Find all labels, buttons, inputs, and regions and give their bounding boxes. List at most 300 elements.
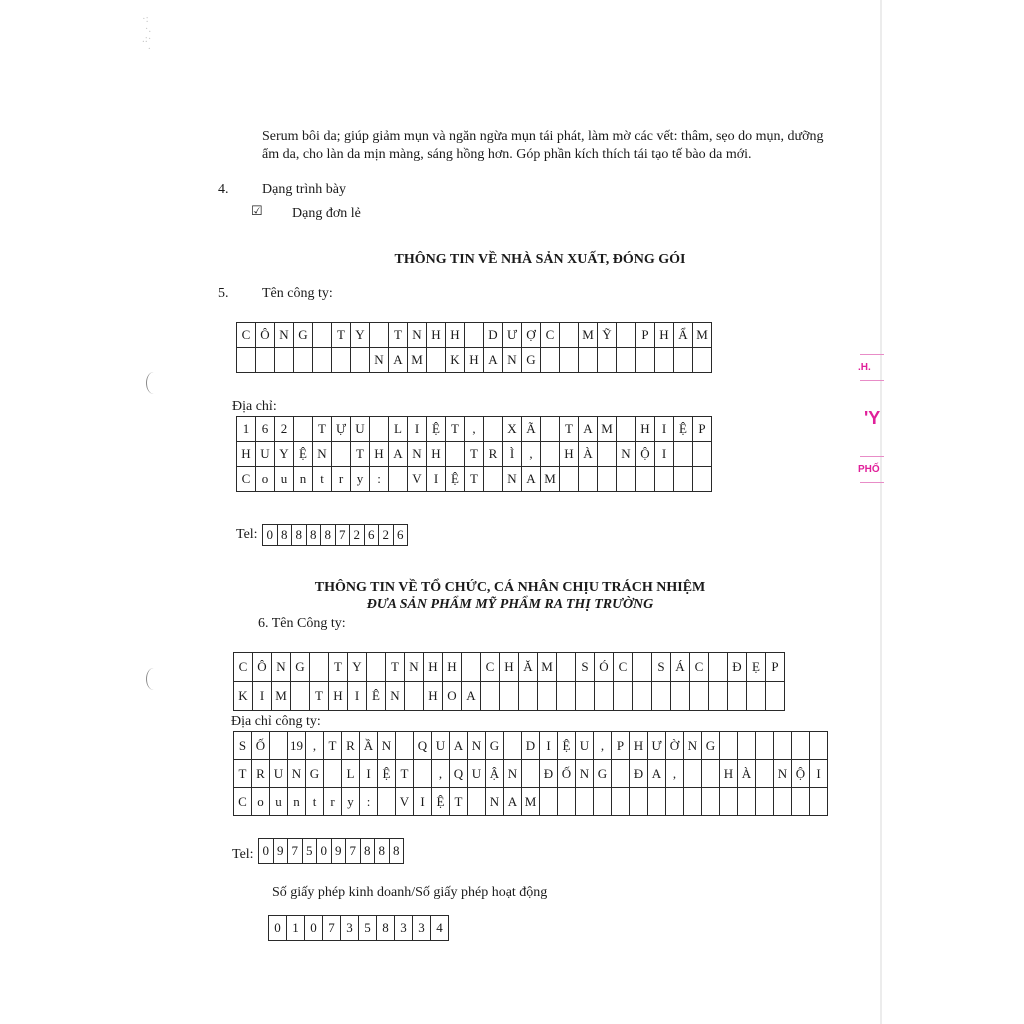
char-box [484, 417, 503, 442]
char-box [481, 682, 500, 711]
char-box [756, 732, 774, 760]
product-description: Serum bôi da; giúp giảm mụn và ngăn ngừa mụn tái phát, làm mờ các vết: thâm, sẹo do mụn, dưỡng ẩm da, cho làn da mịn màng, sáng hồng hơn. Góp phần kích thích tái tạo tế bào da mới. [262, 129, 824, 162]
char-box [541, 348, 560, 373]
char-box: 9 [331, 839, 346, 864]
char-box [370, 323, 389, 348]
char-box: N [408, 442, 427, 467]
char-box: 4 [431, 916, 449, 941]
char-box: Ố [252, 732, 270, 760]
char-box: C [237, 467, 256, 492]
char-box: T [396, 760, 414, 788]
char-box [367, 653, 386, 682]
char-box [332, 442, 351, 467]
char-box [617, 323, 636, 348]
char-box [671, 682, 690, 711]
char-box: T [324, 732, 342, 760]
char-box [560, 467, 579, 492]
char-box: 8 [292, 525, 307, 546]
char-box: À [738, 760, 756, 788]
char-box: T [234, 760, 252, 788]
char-box: C [234, 653, 253, 682]
char-box [256, 348, 275, 373]
char-box [747, 682, 766, 711]
char-box [617, 348, 636, 373]
char-box [500, 682, 519, 711]
char-box [774, 788, 792, 816]
char-box: T [389, 323, 408, 348]
char-box [405, 682, 424, 711]
char-box [579, 467, 598, 492]
char-box [655, 467, 674, 492]
char-box: N [617, 442, 636, 467]
char-box: H [560, 442, 579, 467]
responsible-tel-grid [258, 838, 404, 864]
char-box [541, 417, 560, 442]
char-box: C [234, 788, 252, 816]
char-box [294, 417, 313, 442]
char-box: , [522, 442, 541, 467]
char-box [636, 348, 655, 373]
char-box [636, 467, 655, 492]
char-box: C [481, 653, 500, 682]
char-box [598, 442, 617, 467]
char-box: I [540, 732, 558, 760]
char-box: T [329, 653, 348, 682]
char-box: M [693, 323, 712, 348]
char-box: T [310, 682, 329, 711]
char-box: C [690, 653, 709, 682]
char-box: Ỹ [598, 323, 617, 348]
char-box: M [541, 467, 560, 492]
char-box [294, 348, 313, 373]
char-box [693, 467, 712, 492]
char-box: P [766, 653, 785, 682]
char-box [504, 732, 522, 760]
char-box: H [630, 732, 648, 760]
char-box: A [450, 732, 468, 760]
char-box: Ộ [636, 442, 655, 467]
char-box [484, 467, 503, 492]
char-box: R [342, 732, 360, 760]
char-box [674, 467, 693, 492]
char-box: 2 [350, 525, 365, 546]
char-box: u [270, 788, 288, 816]
char-box: T [446, 417, 465, 442]
char-box: N [503, 348, 522, 373]
char-box: Ệ [294, 442, 313, 467]
char-box: 7 [323, 916, 341, 941]
char-box: A [484, 348, 503, 373]
char-box: Đ [630, 760, 648, 788]
char-box [756, 788, 774, 816]
char-box [674, 348, 693, 373]
company-stamp-fragment: .H. 'Y PHỐ [858, 350, 888, 490]
char-box: 1 [237, 417, 256, 442]
char-box [370, 417, 389, 442]
char-box: 8 [277, 525, 292, 546]
char-box: 2 [379, 525, 394, 546]
char-box: N [684, 732, 702, 760]
char-box: 8 [375, 839, 390, 864]
char-box: T [560, 417, 579, 442]
char-box: N [370, 348, 389, 373]
char-box: y [351, 467, 370, 492]
single-form-option: Dạng đơn lẻ [292, 206, 361, 221]
char-box [396, 732, 414, 760]
char-box: Ẩ [674, 323, 693, 348]
char-box: T [332, 323, 351, 348]
char-box: 0 [259, 839, 274, 864]
char-box: 5 [302, 839, 317, 864]
company-address-label: Địa chỉ công ty: [231, 714, 321, 729]
char-box [648, 788, 666, 816]
char-box [313, 348, 332, 373]
char-box: t [306, 788, 324, 816]
char-box: N [275, 323, 294, 348]
char-box [690, 682, 709, 711]
char-box: 0 [317, 839, 332, 864]
char-box: Á [671, 653, 690, 682]
manufacturer-tel-grid [262, 524, 408, 546]
char-box: U [351, 417, 370, 442]
char-box [414, 760, 432, 788]
char-box: Ố [558, 760, 576, 788]
char-box: Ệ [446, 467, 465, 492]
manufacturer-address-grid [236, 416, 712, 492]
char-box: u [275, 467, 294, 492]
char-box: Ệ [432, 788, 450, 816]
char-box [468, 788, 486, 816]
char-box [792, 788, 810, 816]
char-box: A [389, 348, 408, 373]
char-box: G [522, 348, 541, 373]
char-box: N [486, 788, 504, 816]
char-box: Ì [503, 442, 522, 467]
char-box: 6 [364, 525, 379, 546]
char-box: 8 [389, 839, 404, 864]
char-box: Y [275, 442, 294, 467]
char-box [617, 417, 636, 442]
checkbox-checked-icon[interactable]: ☑ [251, 203, 263, 218]
char-box [614, 682, 633, 711]
char-box: Đ [728, 653, 747, 682]
char-box: N [503, 467, 522, 492]
char-box: Ư [648, 732, 666, 760]
char-box [774, 732, 792, 760]
char-box [617, 467, 636, 492]
char-box: À [579, 442, 598, 467]
binder-hole-mark [146, 372, 161, 394]
char-box: Q [450, 760, 468, 788]
char-box: N [774, 760, 792, 788]
char-box: D [522, 732, 540, 760]
char-box: M [579, 323, 598, 348]
char-box [594, 788, 612, 816]
char-box [378, 788, 396, 816]
char-box: 7 [335, 525, 350, 546]
char-box: K [234, 682, 253, 711]
manufacturer-company-grid [236, 322, 712, 373]
char-box [557, 653, 576, 682]
char-box: N [468, 732, 486, 760]
char-box: K [446, 348, 465, 373]
char-box: , [465, 417, 484, 442]
char-box: G [594, 760, 612, 788]
char-box [633, 653, 652, 682]
char-box: C [614, 653, 633, 682]
char-box: H [446, 323, 465, 348]
responsible-heading-line2: ĐƯA SẢN PHẨM MỸ PHẨM RA THỊ TRƯỜNG [366, 597, 654, 612]
char-box: I [414, 788, 432, 816]
char-box: Ộ [792, 760, 810, 788]
char-box: R [252, 760, 270, 788]
char-box: A [462, 682, 481, 711]
char-box: N [408, 323, 427, 348]
char-box: Ệ [558, 732, 576, 760]
char-box: S [576, 653, 595, 682]
char-box: H [465, 348, 484, 373]
char-box: N [386, 682, 405, 711]
char-box: N [313, 442, 332, 467]
char-box: H [655, 323, 674, 348]
tel-label: Tel: [236, 527, 258, 542]
char-box [655, 348, 674, 373]
char-box [598, 467, 617, 492]
char-box: , [594, 732, 612, 760]
char-box [576, 682, 595, 711]
char-box: Ô [256, 323, 275, 348]
char-box: M [598, 417, 617, 442]
tel-label: Tel: [232, 847, 254, 862]
char-box [666, 788, 684, 816]
char-box [756, 760, 774, 788]
responsible-heading-line1: THÔNG TIN VỀ TỔ CHỨC, CÁ NHÂN CHỊU TRÁCH NHIỆM [314, 580, 706, 595]
char-box: 8 [306, 525, 321, 546]
char-box [693, 348, 712, 373]
char-box [576, 788, 594, 816]
char-box: 8 [321, 525, 336, 546]
char-box: 1 [287, 916, 305, 941]
scan-smudge: ·: ·. .:· · [142, 13, 152, 55]
char-box: H [443, 653, 462, 682]
char-box: 6 [393, 525, 408, 546]
char-box: M [522, 788, 540, 816]
char-box: N [405, 653, 424, 682]
char-box [612, 788, 630, 816]
char-box: Ự [332, 417, 351, 442]
presentation-label: Dạng trình bày [262, 182, 346, 197]
char-box: H [424, 653, 443, 682]
char-box: Ô [253, 653, 272, 682]
char-box: o [256, 467, 275, 492]
char-box: A [504, 788, 522, 816]
char-box: S [652, 653, 671, 682]
char-box: H [500, 653, 519, 682]
char-box: U [256, 442, 275, 467]
char-box [693, 442, 712, 467]
char-box: L [342, 760, 360, 788]
char-box [270, 732, 288, 760]
char-box: 7 [346, 839, 361, 864]
char-box [598, 348, 617, 373]
manufacturer-heading: THÔNG TIN VỀ NHÀ SẢN XUẤT, ĐÓNG GÓI [394, 252, 686, 267]
char-box: , [306, 732, 324, 760]
char-box [538, 682, 557, 711]
char-box: y [342, 788, 360, 816]
char-box: Ợ [522, 323, 541, 348]
char-box [709, 653, 728, 682]
char-box: r [332, 467, 351, 492]
char-box: I [348, 682, 367, 711]
char-box: U [576, 732, 594, 760]
char-box [465, 323, 484, 348]
char-box [684, 788, 702, 816]
char-box [579, 348, 598, 373]
char-box: T [465, 442, 484, 467]
char-box [541, 442, 560, 467]
char-box: Q [414, 732, 432, 760]
char-box [595, 682, 614, 711]
char-box: 0 [269, 916, 287, 941]
char-box: Ệ [427, 417, 446, 442]
char-box: N [288, 760, 306, 788]
char-box [560, 348, 579, 373]
char-box: G [294, 323, 313, 348]
char-box: Ẹ [747, 653, 766, 682]
char-box: H [329, 682, 348, 711]
char-box [702, 760, 720, 788]
char-box: r [324, 788, 342, 816]
char-box: H [424, 682, 443, 711]
company-name-label: 6. Tên Công ty: [258, 616, 346, 631]
char-box: H [720, 760, 738, 788]
char-box [652, 682, 671, 711]
char-box: Ậ [486, 760, 504, 788]
char-box [462, 653, 481, 682]
char-box [766, 682, 785, 711]
char-box: V [396, 788, 414, 816]
char-box: N [272, 653, 291, 682]
char-box: H [427, 442, 446, 467]
char-box: , [432, 760, 450, 788]
char-box [738, 732, 756, 760]
char-box: 8 [377, 916, 395, 941]
char-box: D [484, 323, 503, 348]
char-box: I [253, 682, 272, 711]
license-number-grid [268, 915, 449, 941]
char-box: G [702, 732, 720, 760]
char-box: P [636, 323, 655, 348]
char-box [810, 732, 828, 760]
char-box: Ã [522, 417, 541, 442]
char-box: I [655, 442, 674, 467]
char-box: G [486, 732, 504, 760]
char-box [684, 760, 702, 788]
char-box: T [386, 653, 405, 682]
char-box [702, 788, 720, 816]
char-box: I [360, 760, 378, 788]
char-box: 5 [359, 916, 377, 941]
char-box: , [666, 760, 684, 788]
char-box [237, 348, 256, 373]
char-box: 0 [305, 916, 323, 941]
char-box: Ó [595, 653, 614, 682]
char-box: A [648, 760, 666, 788]
char-box [558, 788, 576, 816]
char-box [275, 348, 294, 373]
char-box [446, 442, 465, 467]
char-box: G [291, 653, 310, 682]
char-box [351, 348, 370, 373]
char-box: I [655, 417, 674, 442]
char-box [728, 682, 747, 711]
char-box: o [252, 788, 270, 816]
char-box: T [313, 417, 332, 442]
section-5-number: 5. [218, 286, 229, 301]
char-box [738, 788, 756, 816]
char-box: Đ [540, 760, 558, 788]
char-box [332, 348, 351, 373]
char-box [810, 788, 828, 816]
char-box [310, 653, 329, 682]
char-box [557, 682, 576, 711]
char-box: M [408, 348, 427, 373]
char-box: A [389, 442, 408, 467]
char-box [389, 467, 408, 492]
char-box: U [468, 760, 486, 788]
address-label: Địa chỉ: [232, 399, 277, 414]
char-box: n [294, 467, 313, 492]
char-box: M [538, 653, 557, 682]
char-box: H [427, 323, 446, 348]
char-box: N [378, 732, 396, 760]
char-box: T [351, 442, 370, 467]
page-edge-shadow [880, 0, 882, 1024]
license-label: Số giấy phép kinh doanh/Số giấy phép hoạt động [272, 885, 548, 900]
char-box: 9 [273, 839, 288, 864]
char-box: A [579, 417, 598, 442]
char-box: : [370, 467, 389, 492]
char-box: Ệ [674, 417, 693, 442]
char-box: 2 [275, 417, 294, 442]
company-name-label: Tên công ty: [262, 286, 333, 301]
char-box: S [234, 732, 252, 760]
char-box [709, 682, 728, 711]
binder-hole-mark [146, 668, 161, 690]
char-box: V [408, 467, 427, 492]
char-box: 7 [288, 839, 303, 864]
char-box: N [576, 760, 594, 788]
char-box: Ầ [360, 732, 378, 760]
char-box: Ờ [666, 732, 684, 760]
char-box: A [522, 467, 541, 492]
char-box: P [612, 732, 630, 760]
char-box: 0 [263, 525, 278, 546]
responsible-address-grid [233, 731, 828, 816]
char-box [630, 788, 648, 816]
char-box: P [693, 417, 712, 442]
char-box: 3 [395, 916, 413, 941]
char-box: U [270, 760, 288, 788]
char-box: Y [351, 323, 370, 348]
char-box [560, 323, 579, 348]
section-4-number: 4. [218, 182, 229, 197]
char-box: H [237, 442, 256, 467]
char-box [427, 348, 446, 373]
char-box: t [313, 467, 332, 492]
char-box: I [810, 760, 828, 788]
char-box: T [465, 467, 484, 492]
